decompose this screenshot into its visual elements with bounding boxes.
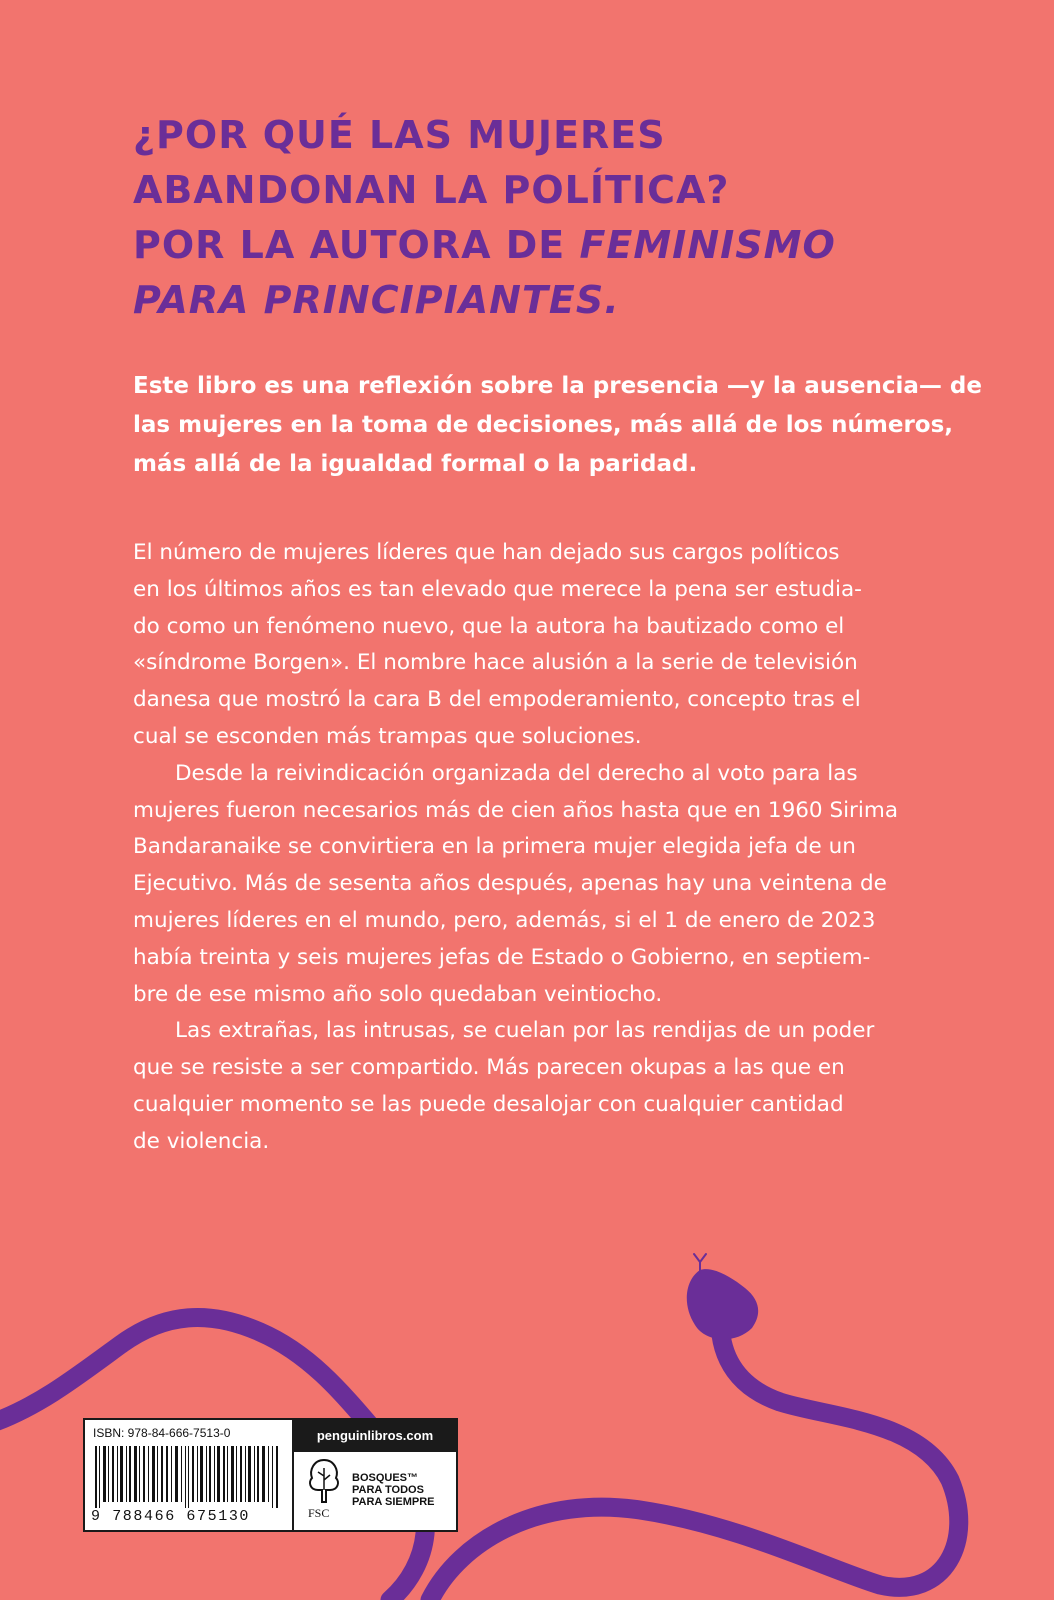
body-line: Bandaranaike se convirtiera en la primera mujer elegida jefa de un <box>133 834 856 860</box>
isbn-text: ISBN: 978-84-666-7513-0 <box>93 1426 231 1440</box>
body-line: cual se esconden más trampas que soluciones. <box>133 723 642 749</box>
fsc-slogan-line: BOSQUES™ <box>352 1472 419 1484</box>
body-line: El número de mujeres líderes que han dejado sus cargos políticos <box>133 540 840 565</box>
lead-line: las mujeres en la toma de decisiones, más allá de los números, <box>133 412 954 438</box>
barcode-digits: 9 788466 675130 <box>91 1508 251 1525</box>
headline-line-3-regular: POR LA AUTORA DE <box>133 223 580 267</box>
body-line: Ejecutivo. Más de sesenta años después, apenas hay una veintena de <box>133 871 887 897</box>
fsc-slogan-line: PARA SIEMPRE <box>352 1496 435 1508</box>
body-line: había treinta y seis mujeres jefas de Estado o Gobierno, en septiem- <box>133 944 871 970</box>
headline-line-3-italic: FEMINISMO <box>579 223 836 267</box>
lead-line: más allá de la igualdad formal o la paridad. <box>133 451 698 477</box>
headline-line-2: ABANDONAN LA POLÍTICA? <box>133 168 730 212</box>
body-line: mujeres líderes en el mundo, pero, además, si el 1 de enero de 2023 <box>133 907 876 933</box>
fsc-label: FSC <box>308 1506 330 1520</box>
fsc-tree-icon <box>306 1458 342 1504</box>
body-line: danesa que mostró la cara B del empoderamiento, concepto tras el <box>133 687 861 713</box>
fsc-slogan-line: PARA TODOS <box>352 1484 424 1496</box>
body-line: cualquier momento se las puede desalojar con cualquier cantidad <box>133 1091 844 1117</box>
barcode <box>95 1446 283 1508</box>
body-line: que se resiste a ser compartido. Más parecen okupas a las que en <box>133 1055 845 1081</box>
fsc-logo <box>294 1452 456 1530</box>
barcode-box <box>83 1418 458 1532</box>
body-line: en los últimos años es tan elevado que merece la pena ser estudia- <box>133 576 862 602</box>
barcode-section <box>85 1420 294 1530</box>
body-line: mujeres fueron necesarios más de cien años hasta que en 1960 Sirima <box>133 797 898 823</box>
publisher-website[interactable]: penguinlibros.com <box>294 1420 456 1452</box>
body-line: Desde la reivindicación organizada del derecho al voto para las <box>175 760 858 786</box>
lead-line: Este libro es una reflexión sobre la presencia —y la ausencia— de <box>133 373 982 399</box>
body-line: de violencia. <box>133 1128 270 1154</box>
headline-line-4: PARA PRINCIPIANTES. <box>133 278 620 322</box>
body-line: bre de ese mismo año solo quedaban veintiocho. <box>133 981 663 1007</box>
body-line: Las extrañas, las intrusas, se cuelan por las rendijas de un poder <box>175 1018 875 1044</box>
headline-line-1: ¿POR QUÉ LAS MUJERES <box>133 113 666 157</box>
body-line: do como un fenómeno nuevo, que la autora ha bautizado como el <box>133 613 845 639</box>
body-line: «síndrome Borgen». El nombre hace alusión a la serie de televisión <box>133 650 858 676</box>
fsc-slogan <box>352 1472 452 1508</box>
